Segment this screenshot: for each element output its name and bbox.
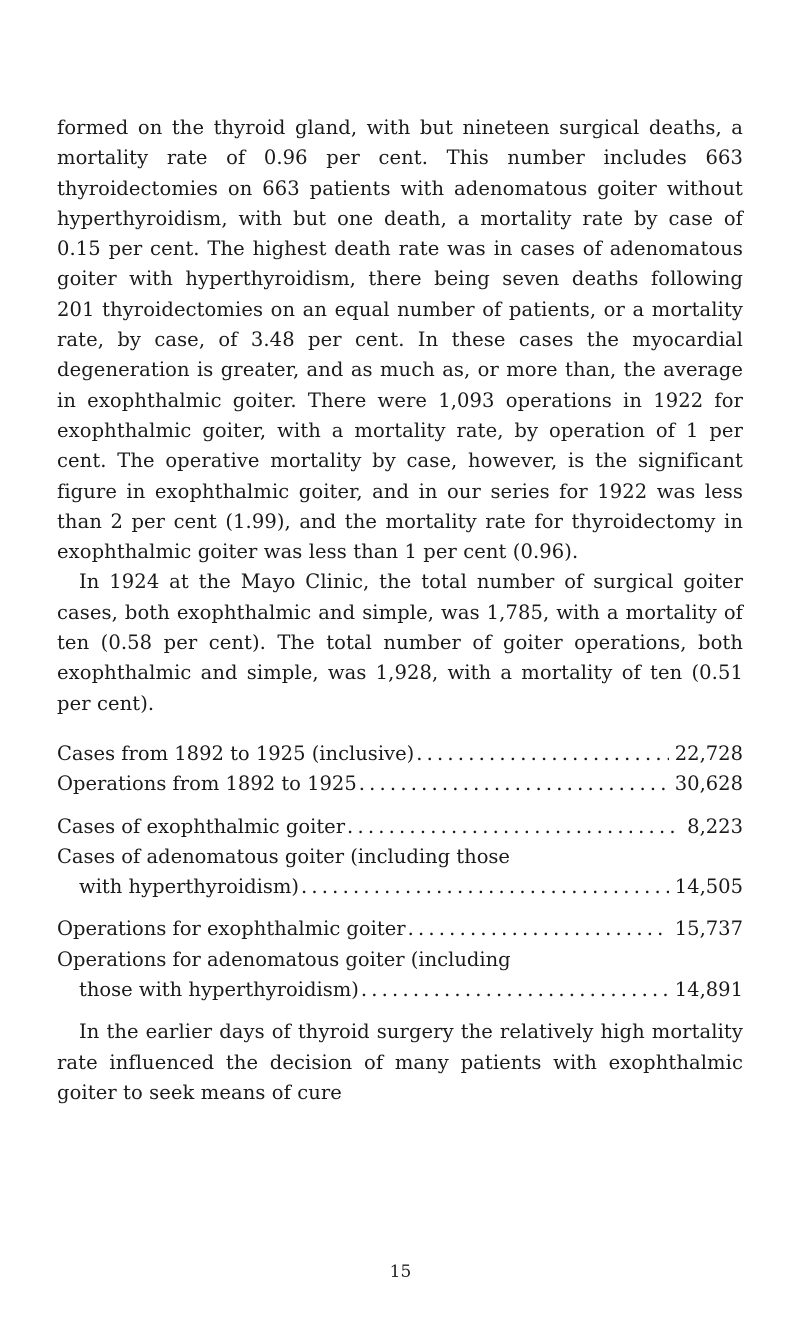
stat-label: Operations from 1892 to 1925	[57, 772, 357, 796]
stat-label-line1: Operations for adenomatous goiter (including	[57, 947, 511, 971]
stat-label: those with hyperthyroidism)	[79, 978, 359, 1002]
stat-value: 14,505	[674, 875, 743, 899]
dot-leader	[359, 769, 669, 799]
stat-label: with hyperthyroidism)	[79, 875, 299, 899]
stat-label: Operations for exophthalmic goiter	[57, 917, 406, 941]
dot-leader	[408, 914, 669, 944]
stat-row-operations-exophthalmic	[57, 914, 743, 944]
stat-label: Cases of exophthalmic goiter	[57, 814, 346, 838]
stat-row-operations-total	[57, 769, 743, 799]
stat-value: 8,223	[687, 814, 743, 838]
dot-leader	[301, 872, 669, 902]
paragraph-mayo-clinic-1924: In 1924 at the Mayo Clinic, the total number of surgical goiter cases, both exophthalmic and simple, was 1,785, with a mortality of ten (0.58 per cent). The total number of goiter operations, both exophthalmic and simple, was 1,928, with a mortality of ten (0.51 per cent).	[57, 570, 743, 715]
stat-group-totals	[57, 739, 743, 800]
stat-row-operations-adenomatous	[57, 975, 743, 1005]
stat-value: 14,891	[674, 978, 743, 1002]
dot-leader	[416, 739, 669, 769]
stat-value: 15,737	[674, 917, 743, 941]
stat-group-cases	[57, 812, 743, 903]
statistics-list	[57, 739, 743, 1005]
stat-label-line1: Cases of adenomatous goiter (including those	[57, 844, 510, 868]
stat-row-cases-exophthalmic	[57, 812, 743, 842]
stat-row-cases-adenomatous	[57, 872, 743, 902]
paragraph-mortality-1922: formed on the thyroid gland, with but nineteen surgical deaths, a mortality rate of 0.96 per cent. This number includes 663 thyroidectomies on 663 patients with adenomatous goiter without hyperthyroidism, with but one death, a mortality rate by case of 0.15 per cent. The highest death rate was in cases of adenomatous goiter with hyperthyroidism, there being seven deaths following 201 thyroidectomies on an equal number of patients, or a mortality rate, by case, of 3.48 per cent. In these cases the myocardial degeneration is greater, and as much as, or more than, the average in exophthalmic goiter. There were 1,093 operations in 1922 for exophthalmic goiter, with a mortality rate, by operation of 1 per cent. The operative mortality by case, however, is the significant figure in exophthalmic goiter, and in our series for 1922 was less than 2 per cent (1.99), and the mortality rate for thyroidectomy in exophthalmic goiter was less than 1 per cent (0.96).	[57, 116, 743, 564]
stat-value: 30,628	[674, 772, 743, 796]
stat-group-operations	[57, 914, 743, 1005]
paragraph-earlier-days: In the earlier days of thyroid surgery the relatively high mortality rate influenced the decision of many patients with exophthalmic goiter to seek means of cure	[57, 1020, 743, 1104]
page-number: 15	[389, 1262, 412, 1282]
document-page	[57, 113, 743, 1108]
dot-leader	[361, 975, 669, 1005]
stat-row-cases-total	[57, 739, 743, 769]
dot-leader	[347, 812, 681, 842]
stat-label: Cases from 1892 to 1925 (inclusive)	[57, 741, 415, 765]
stat-value: 22,728	[674, 741, 743, 765]
